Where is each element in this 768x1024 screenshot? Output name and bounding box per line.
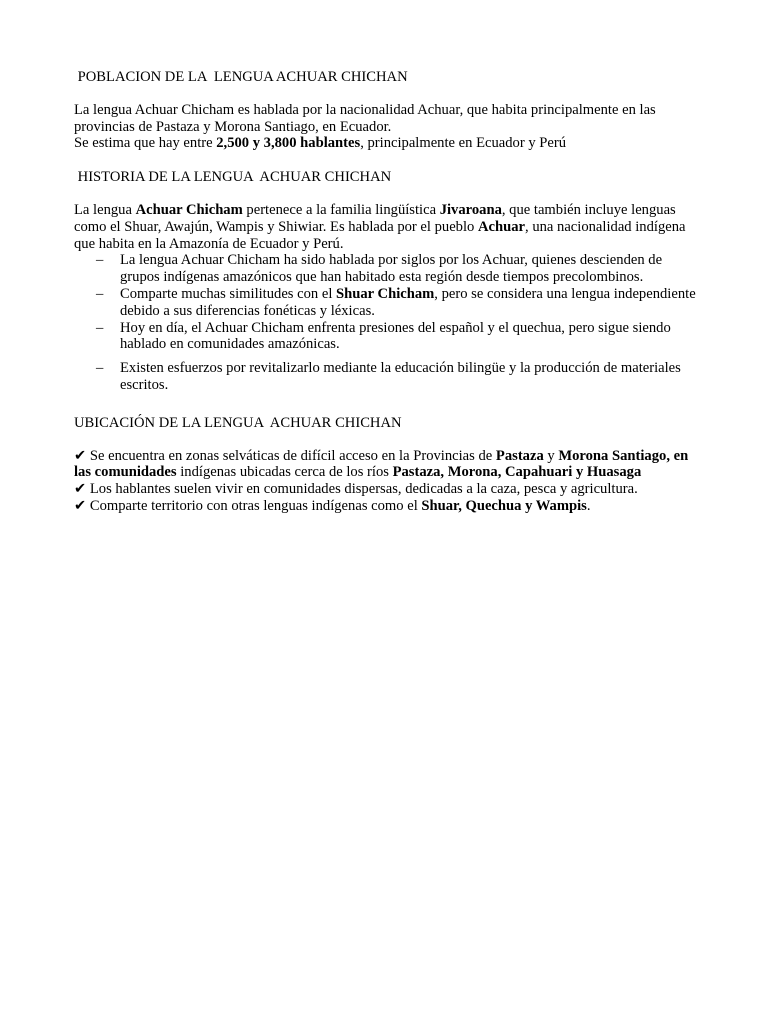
- heading-historia: HISTORIA DE LA LENGUA ACHUAR CHICHAN: [74, 169, 392, 186]
- bold-jivaroana: Jivaroana: [439, 201, 502, 218]
- list-item-text: Existen esfuerzos por revitalizarlo mediante la educación bilingüe y la producción de materiales escritos.: [120, 360, 681, 393]
- text-run: Comparte territorio con otras lenguas indígenas como el: [86, 497, 422, 514]
- text-run: Comparte muchas similitudes con el: [120, 285, 337, 302]
- text-run: , que también incluye lenguas como el Shuar, Awajún, Wampis y Shiwiar. Es hablada por el pueblo: [74, 201, 676, 235]
- ubicacion-line-2: [74, 481, 700, 498]
- heading-ubicacion: UBICACIÓN DE LA LENGUA ACHUAR CHICHAN: [74, 414, 402, 431]
- text-run: indígenas ubicadas cerca de los ríos: [176, 464, 393, 481]
- check-mark-icon: ✔: [74, 497, 87, 514]
- ubicacion-line-1: [74, 448, 700, 482]
- heading-poblacion: POBLACION DE LA LENGUA ACHUAR CHICHAN: [74, 69, 408, 85]
- bold-achuar: Achuar: [477, 218, 526, 235]
- ubicacion-line-3: [74, 498, 700, 515]
- check-mark-icon: ✔: [74, 481, 87, 498]
- list-item: [74, 320, 700, 354]
- spacer: [74, 432, 700, 448]
- check-mark-icon: ✔: [74, 447, 87, 464]
- text-run: .: [586, 497, 591, 514]
- text-run: y: [543, 447, 559, 464]
- bold-other-languages: Shuar, Quechua y Wampis: [421, 497, 587, 514]
- dash-bullet-icon: –: [96, 360, 104, 377]
- spacer: [74, 394, 700, 415]
- dash-bullet-icon: –: [96, 285, 104, 302]
- text-run: Los hablantes suelen vivir en comunidades dispersas, dedicadas a la caza, pesca y agricultura.: [86, 481, 638, 498]
- text-run: , una nacionalidad indígena que habita en la Amazonía de Ecuador y Perú.: [74, 218, 686, 252]
- spacer: [74, 152, 700, 169]
- bold-pastaza: Pastaza: [495, 447, 544, 464]
- historia-bullet-list: [74, 252, 700, 393]
- text-run: Se encuentra en zonas selváticas de difícil acceso en la Provincias de: [86, 447, 496, 464]
- text-run: La lengua: [74, 201, 136, 218]
- list-item: [74, 252, 700, 286]
- text-run: , pero se considera una lengua independiente debido a sus diferencias fonéticas y léxicas.: [120, 285, 696, 319]
- spacer: [74, 86, 700, 102]
- bold-shuar-chicham: Shuar Chicham: [336, 285, 435, 302]
- list-item-text: La lengua Achuar Chicham ha sido hablada por siglos por los Achuar, quienes descienden de grupos indígenas amazónicos que han habitado esta región desde tiempos precolombinos.: [120, 252, 663, 286]
- spacer: [74, 186, 700, 202]
- poblacion-paragraph-1: La lengua Achuar Chicham es hablada por la nacionalidad Achuar, que habita principalmente en las provincias de Pastaza y Morona Santiago, en Ecuador.: [74, 101, 656, 135]
- dash-bullet-icon: –: [96, 252, 104, 269]
- bold-morona-santiago: Morona Santiago, en las comunidades: [74, 447, 689, 481]
- list-item-text: Hoy en día, el Achuar Chicham enfrenta presiones del español y el quechua, pero sigue siendo hablado en comunidades amazónicas.: [120, 319, 671, 353]
- bold-achuar-chicham: Achuar Chicham: [135, 201, 243, 218]
- historia-intro-paragraph: [74, 202, 700, 252]
- poblacion-paragraph-2: [74, 135, 700, 152]
- list-item: [74, 286, 700, 320]
- dash-bullet-icon: –: [96, 319, 104, 336]
- document-page: [74, 69, 700, 515]
- text-run: pertenece a la familia lingüística: [242, 201, 440, 218]
- bold-rivers: Pastaza, Morona, Capahuari y Huasaga: [392, 464, 642, 481]
- text-run: , principalmente en Ecuador y Perú: [360, 135, 567, 152]
- list-item: [74, 360, 700, 394]
- text-run: Se estima que hay entre: [74, 135, 217, 152]
- bold-speakers-count: 2,500 y 3,800 hablantes: [216, 135, 361, 152]
